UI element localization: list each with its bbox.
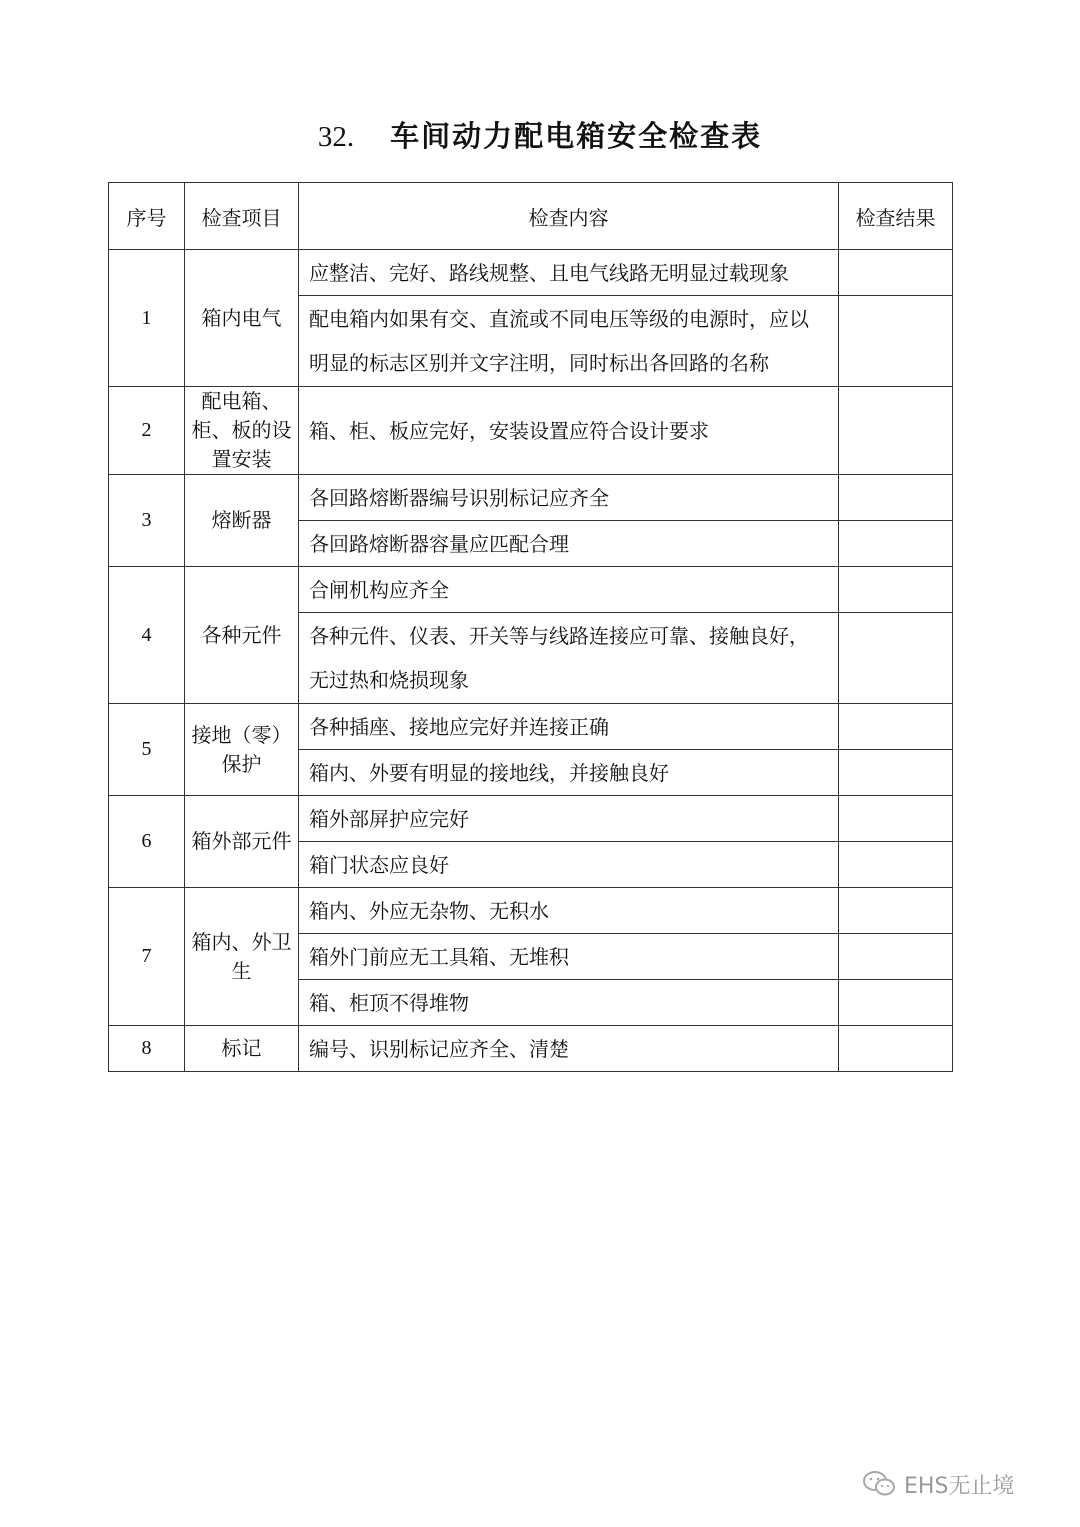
result-cell[interactable] <box>839 521 953 567</box>
content-cell: 箱内、外要有明显的接地线，并接触良好 <box>299 750 839 796</box>
item-cell: 箱内电气 <box>185 250 299 387</box>
content-cell: 合闸机构应齐全 <box>299 567 839 613</box>
content-cell: 各回路熔断器容量应匹配合理 <box>299 521 839 567</box>
header-result: 检查结果 <box>839 183 953 250</box>
seq-cell: 7 <box>109 888 185 1026</box>
content-cell: 箱外门前应无工具箱、无堆积 <box>299 934 839 980</box>
table-row <box>109 704 953 750</box>
content-cell: 箱内、外应无杂物、无积水 <box>299 888 839 934</box>
content-cell: 箱、柜、板应完好，安装设置应符合设计要求 <box>299 387 839 475</box>
watermark <box>862 1466 1062 1502</box>
result-cell[interactable] <box>839 796 953 842</box>
seq-cell: 8 <box>109 1026 185 1072</box>
result-cell[interactable] <box>839 1026 953 1072</box>
item-cell: 配电箱、柜、板的设置安装 <box>185 387 299 475</box>
checklist-table <box>108 182 953 1072</box>
item-cell: 箱内、外卫生 <box>185 888 299 1026</box>
wechat-icon <box>862 1470 896 1498</box>
seq-cell: 6 <box>109 796 185 888</box>
seq-cell: 1 <box>109 250 185 387</box>
table-row <box>109 888 953 934</box>
header-row <box>109 183 953 250</box>
title-number: 32. <box>317 121 355 153</box>
result-cell[interactable] <box>839 475 953 521</box>
result-cell[interactable] <box>839 613 953 704</box>
content-cell: 配电箱内如果有交、直流或不同电压等级的电源时，应以明显的标志区别并文字注明，同时标出各回路的名称 <box>299 296 839 387</box>
header-seq: 序号 <box>109 183 185 250</box>
result-cell[interactable] <box>839 888 953 934</box>
seq-cell: 5 <box>109 704 185 796</box>
result-cell[interactable] <box>839 704 953 750</box>
content-cell: 箱门状态应良好 <box>299 842 839 888</box>
watermark-text: EHS无止境 <box>904 1473 1015 1499</box>
result-cell[interactable] <box>839 980 953 1026</box>
header-item: 检查项目 <box>185 183 299 250</box>
result-cell[interactable] <box>839 567 953 613</box>
seq-cell: 2 <box>109 387 185 475</box>
content-cell: 应整洁、完好、路线规整、且电气线路无明显过载现象 <box>299 250 839 296</box>
table-row <box>109 796 953 842</box>
table-row <box>109 250 953 296</box>
table-row <box>109 475 953 521</box>
seq-cell: 4 <box>109 567 185 704</box>
content-cell: 箱、柜顶不得堆物 <box>299 980 839 1026</box>
table-row <box>109 567 953 613</box>
content-cell: 各种元件、仪表、开关等与线路连接应可靠、接触良好，无过热和烧损现象 <box>299 613 839 704</box>
table-row <box>109 1026 953 1072</box>
result-cell[interactable] <box>839 296 953 387</box>
item-cell: 标记 <box>185 1026 299 1072</box>
content-cell: 各种插座、接地应完好并连接正确 <box>299 704 839 750</box>
result-cell[interactable] <box>839 934 953 980</box>
header-content: 检查内容 <box>299 183 839 250</box>
content-cell: 编号、识别标记应齐全、清楚 <box>299 1026 839 1072</box>
title-text: 车间动力配电箱安全检查表 <box>390 119 763 153</box>
content-cell: 箱外部屏护应完好 <box>299 796 839 842</box>
item-cell: 接地（零）保护 <box>185 704 299 796</box>
content-cell: 各回路熔断器编号识别标记应齐全 <box>299 475 839 521</box>
table-row <box>109 387 953 475</box>
result-cell[interactable] <box>839 250 953 296</box>
document-title <box>0 114 1080 155</box>
seq-cell: 3 <box>109 475 185 567</box>
item-cell: 熔断器 <box>185 475 299 567</box>
item-cell: 各种元件 <box>185 567 299 704</box>
item-cell: 箱外部元件 <box>185 796 299 888</box>
result-cell[interactable] <box>839 387 953 475</box>
result-cell[interactable] <box>839 842 953 888</box>
result-cell[interactable] <box>839 750 953 796</box>
